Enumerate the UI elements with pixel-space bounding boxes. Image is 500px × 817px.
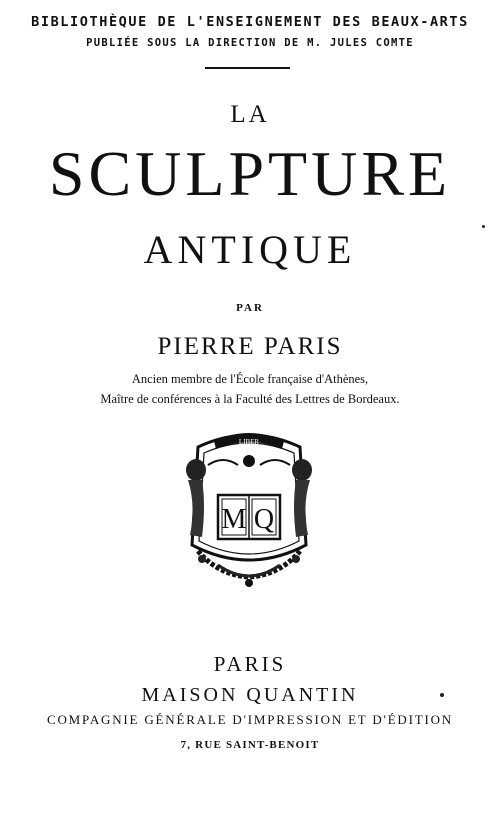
series-direction: PUBLIÉE SOUS LA DIRECTION DE M. JULES COMTE	[86, 37, 414, 49]
imprint-publisher: MAISON QUANTIN	[141, 684, 359, 706]
emblem-motto: LIBER	[238, 438, 260, 446]
imprint-city: PARIS	[213, 652, 287, 676]
imprint-company: COMPAGNIE GÉNÉRALE D'IMPRESSION ET D'ÉDITION	[47, 712, 453, 727]
monogram-m: M	[221, 504, 247, 535]
author-name: PIERRE PARIS	[157, 333, 343, 360]
imprint-address: 7, RUE SAINT-BENOIT	[180, 739, 320, 751]
main-title: SCULPTURE	[48, 138, 452, 209]
by-label: PAR	[236, 302, 264, 314]
print-speck	[440, 693, 444, 697]
divider-rule	[205, 67, 290, 69]
author-credential-1: Ancien membre de l'École française d'Athènes,	[131, 372, 369, 386]
print-speck	[482, 225, 485, 228]
title-article: LA	[230, 101, 270, 128]
subtitle: ANTIQUE	[143, 227, 357, 272]
series-title: BIBLIOTHÈQUE DE L'ENSEIGNEMENT DES BEAUX-ARTS	[31, 14, 469, 30]
publisher-emblem	[178, 425, 320, 589]
author-credential-2: Maître de conférences à la Faculté des Lettres de Bordeaux.	[100, 392, 400, 406]
monogram-q: Q	[253, 504, 275, 535]
